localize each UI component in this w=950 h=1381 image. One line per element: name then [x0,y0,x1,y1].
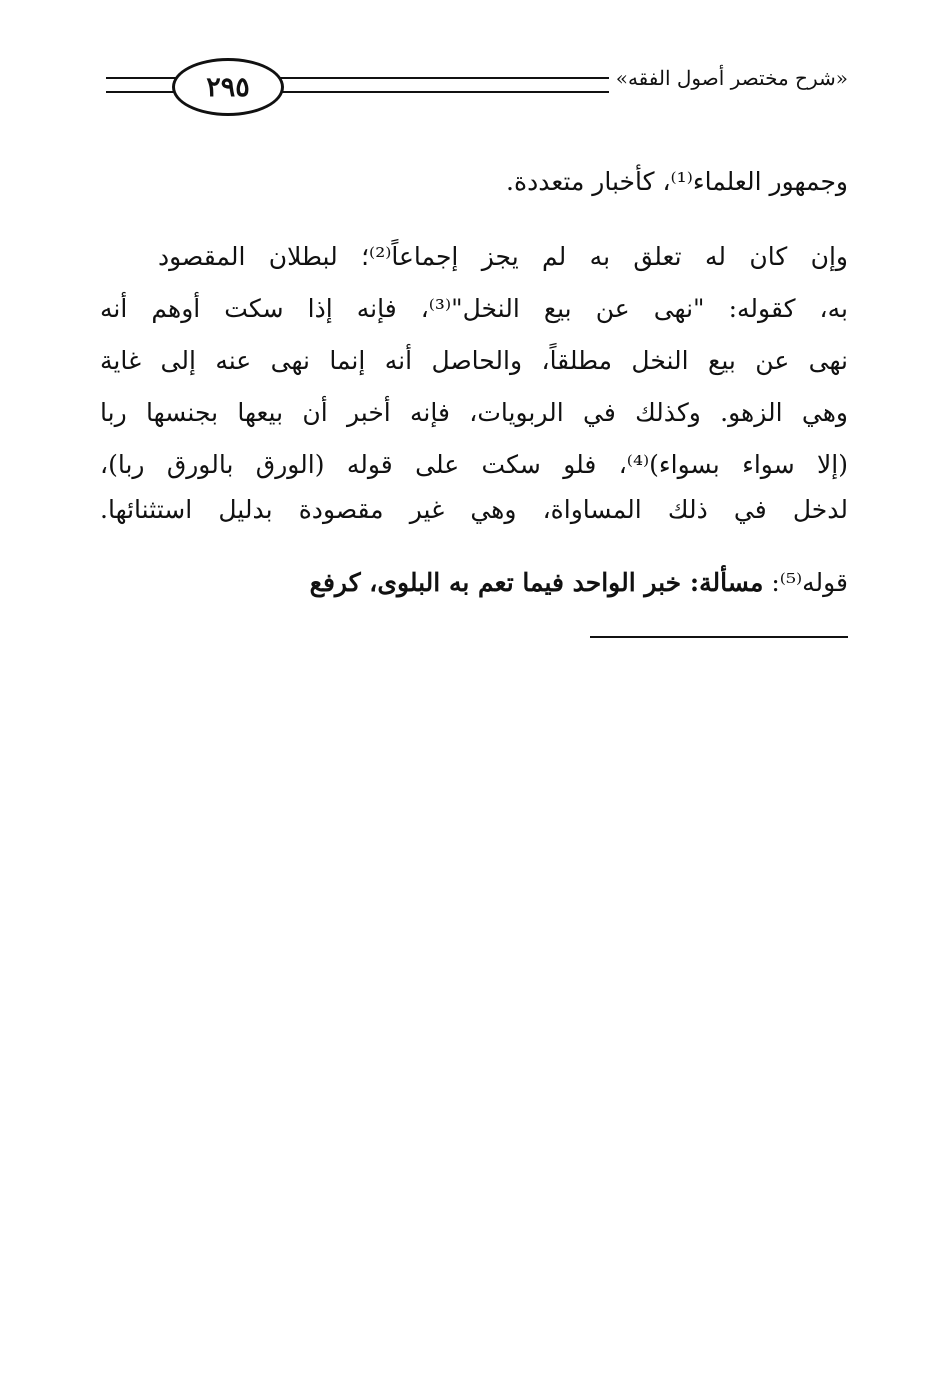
issue-prefix: قوله⁽⁵⁾: [771,568,848,597]
issue-line [100,556,848,609]
page-number: ٢٩٥ [206,71,250,103]
body-line: به، كقوله: "نهى عن بيع النخل"⁽³⁾، فإنه إذا سكت أوهم أنه [100,294,848,323]
header-rule-left-bottom [106,91,176,93]
body-line: وجمهور العلماء⁽¹⁾، كأخبار متعددة. [506,167,848,196]
body-line: وإن كان له تعلق به لم يجز إجماعاً⁽²⁾؛ لبطلان المقصود [158,242,848,271]
running-head-title: «شرح مختصر أصول الفقه» [615,66,848,90]
body-line: لدخل في ذلك المساواة، وهي غير مقصودة بدليل استثنائها. [100,495,848,524]
issue-heading: مسألة: خبر الواحد فيما تعم به البلوى، كرفع [309,568,764,597]
header-rule-right-top [276,77,609,79]
body-line: نهى عن بيع النخل مطلقاً، والحاصل أنه إنما نهى عنه إلى غاية [100,346,848,375]
footnote-separator [590,636,848,638]
header-rule-left-top [106,77,176,79]
header-rule-right-bottom [276,91,609,93]
page-number-oval [172,58,284,116]
body-line: وهي الزهو. وكذلك في الربويات، فإنه أخبر أن بيعها بجنسها ربا [100,398,848,427]
body-line: (إلا سواء بسواء)⁽⁴⁾، فلو سكت على قوله (الورق بالورق ربا)، [100,450,848,479]
